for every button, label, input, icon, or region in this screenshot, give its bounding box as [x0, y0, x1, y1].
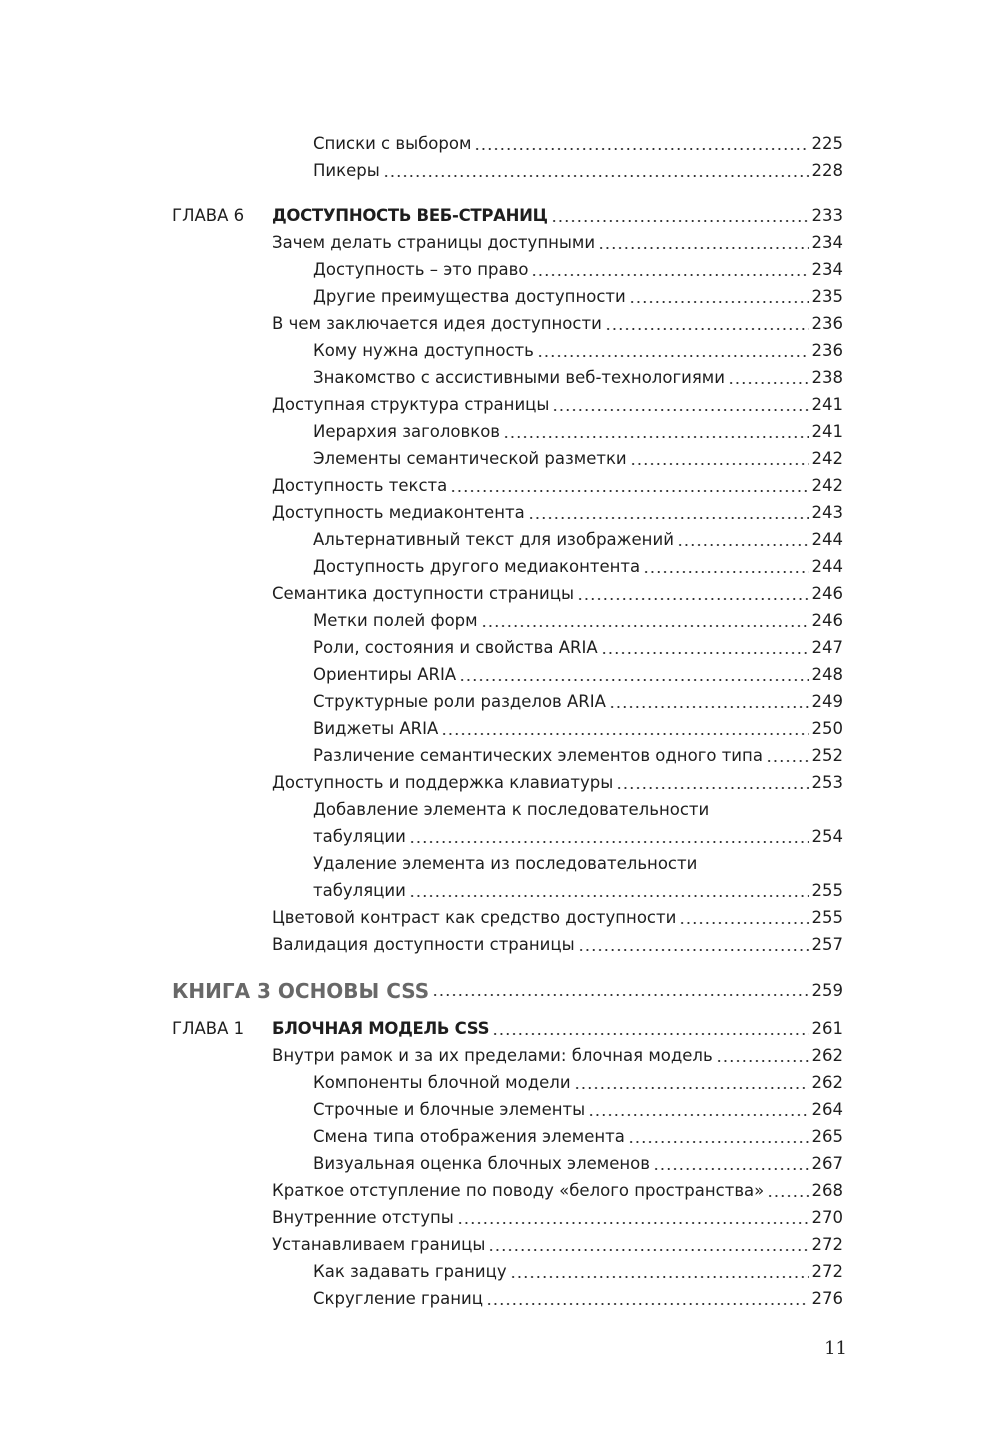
entry-title: Пикеры	[313, 161, 380, 180]
entry-page-number: 244	[811, 557, 843, 576]
dot-leader	[441, 715, 808, 742]
chapter-label: ГЛАВА 1	[172, 1019, 245, 1038]
dot-leader	[450, 472, 808, 499]
entry-page-number: 234	[811, 233, 843, 252]
toc-entry	[0, 823, 986, 850]
entry-title: Удаление элемента из последовательности	[313, 854, 698, 873]
toc-entry	[0, 877, 986, 904]
dot-leader	[481, 607, 809, 634]
toc-entry	[0, 769, 986, 796]
toc-entry	[0, 391, 986, 418]
entry-title: Краткое отступление по поводу «белого пространства»	[272, 1181, 765, 1200]
dot-leader	[728, 364, 809, 391]
entry-page-number: 242	[811, 476, 843, 495]
entry-title: Знакомство с ассистивными веб-технологиями	[313, 368, 725, 387]
toc-entry	[0, 499, 986, 526]
entry-page-number: 267	[811, 1154, 843, 1173]
entry-title: Цветовой контраст как средство доступности	[272, 908, 677, 927]
entry-page-number: 236	[811, 341, 843, 360]
dot-leader	[598, 229, 808, 256]
entry-title: Доступность медиаконтента	[272, 503, 525, 522]
dot-leader	[630, 445, 809, 472]
entry-page-number: 235	[811, 287, 843, 306]
entry-page-number: 272	[811, 1235, 843, 1254]
entry-page-number: 262	[811, 1073, 843, 1092]
entry-title: КНИГА 3 ОСНОВЫ CSS	[172, 979, 430, 1003]
dot-leader	[605, 310, 809, 337]
table-of-contents	[0, 130, 986, 1312]
entry-page-number: 270	[811, 1208, 843, 1227]
entry-title: Доступность и поддержка клавиатуры	[272, 773, 614, 792]
entry-page-number: 234	[811, 260, 843, 279]
entry-page-number: 257	[811, 935, 843, 954]
entry-title: Структурные роли разделов ARIA	[313, 692, 606, 711]
dot-leader	[492, 1015, 808, 1042]
entry-page-number: 253	[811, 773, 843, 792]
dot-leader	[503, 418, 808, 445]
toc-entry	[0, 1258, 986, 1285]
entry-title: Доступность – это право	[313, 260, 529, 279]
dot-leader	[537, 337, 809, 364]
dot-leader	[457, 1204, 809, 1231]
toc-entry	[0, 607, 986, 634]
entry-title: Как задавать границу	[313, 1262, 507, 1281]
entry-page-number: 259	[811, 981, 843, 1000]
entry-title: Доступная структура страницы	[272, 395, 550, 414]
toc-entry	[0, 1096, 986, 1123]
toc-entry	[0, 157, 986, 184]
toc-chapter-entry	[0, 1015, 986, 1042]
dot-leader	[679, 904, 808, 931]
entry-title: В чем заключается идея доступности	[272, 314, 602, 333]
entry-page-number: 264	[811, 1100, 843, 1119]
entry-title: Устанавливаем границы	[272, 1235, 486, 1254]
entry-page-number: 225	[811, 134, 843, 153]
entry-title: Метки полей форм	[313, 611, 478, 630]
dot-leader	[578, 931, 809, 958]
toc-entry	[0, 688, 986, 715]
toc-entry	[0, 796, 986, 823]
dot-leader	[616, 769, 808, 796]
entry-title: Альтернативный текст для изображений	[313, 530, 674, 549]
toc-entry	[0, 1285, 986, 1312]
entry-page-number: 255	[811, 908, 843, 927]
toc-entry	[0, 1042, 986, 1069]
toc-entry	[0, 1123, 986, 1150]
toc-entry	[0, 472, 986, 499]
entry-title: Строчные и блочные элементы	[313, 1100, 586, 1119]
dot-leader	[609, 688, 809, 715]
dot-leader	[551, 202, 809, 229]
entry-page-number: 246	[811, 611, 843, 630]
dot-leader	[459, 661, 808, 688]
toc-entry	[0, 1069, 986, 1096]
entry-title: ДОСТУПНОСТЬ ВЕБ-СТРАНИЦ	[272, 206, 548, 225]
toc-entry	[0, 229, 986, 256]
dot-leader	[552, 391, 808, 418]
toc-entry	[0, 337, 986, 364]
entry-page-number: 247	[811, 638, 843, 657]
toc-entry	[0, 850, 986, 877]
entry-page-number: 252	[811, 746, 843, 765]
dot-leader	[716, 1042, 809, 1069]
toc-entry	[0, 445, 986, 472]
entry-page-number: 238	[811, 368, 843, 387]
page-number: 11	[824, 1338, 847, 1359]
entry-page-number: 243	[811, 503, 843, 522]
toc-entry	[0, 661, 986, 688]
entry-title: Иерархия заголовков	[313, 422, 501, 441]
toc-entry	[0, 418, 986, 445]
entry-page-number: 241	[811, 395, 843, 414]
dot-leader	[601, 634, 809, 661]
chapter-label: ГЛАВА 6	[172, 206, 245, 225]
entry-title: Роли, состояния и свойства ARIA	[313, 638, 598, 657]
dot-leader	[766, 742, 809, 769]
entry-title: Списки с выбором	[313, 134, 472, 153]
entry-page-number: 254	[811, 827, 843, 846]
toc-entry	[0, 580, 986, 607]
entry-page-number: 236	[811, 314, 843, 333]
entry-page-number: 241	[811, 422, 843, 441]
entry-page-number: 250	[811, 719, 843, 738]
entry-title: Компоненты блочной модели	[313, 1073, 571, 1092]
toc-entry	[0, 553, 986, 580]
toc-entry	[0, 1177, 986, 1204]
entry-title: Различение семантических элементов одного типа	[313, 746, 763, 765]
dot-leader	[531, 256, 808, 283]
toc-entry	[0, 715, 986, 742]
dot-leader	[474, 130, 808, 157]
entry-title: Виджеты ARIA	[313, 719, 439, 738]
toc-entry	[0, 1150, 986, 1177]
entry-title: БЛОЧНАЯ МОДЕЛЬ CSS	[272, 1019, 490, 1038]
toc-chapter-entry	[0, 202, 986, 229]
entry-page-number: 272	[811, 1262, 843, 1281]
toc-entry	[0, 634, 986, 661]
toc-entry	[0, 256, 986, 283]
toc-entry	[0, 526, 986, 553]
dot-leader	[767, 1177, 808, 1204]
toc-entry	[0, 364, 986, 391]
dot-leader	[643, 553, 808, 580]
toc-entry	[0, 283, 986, 310]
toc-entry	[0, 310, 986, 337]
toc-entry	[0, 1231, 986, 1258]
dot-leader	[528, 499, 809, 526]
toc-entry	[0, 1204, 986, 1231]
entry-page-number: 246	[811, 584, 843, 603]
toc-book-entry	[0, 976, 986, 1006]
entry-title: Смена типа отображения элемента	[313, 1127, 625, 1146]
dot-leader	[577, 580, 809, 607]
entry-page-number: 261	[811, 1019, 843, 1038]
entry-title: Элементы семантической разметки	[313, 449, 627, 468]
dot-leader	[628, 1123, 809, 1150]
entry-title: Визуальная оценка блочных элеменов	[313, 1154, 650, 1173]
entry-page-number: 262	[811, 1046, 843, 1065]
entry-title: табуляции	[313, 881, 406, 900]
entry-page-number: 228	[811, 161, 843, 180]
dot-leader	[510, 1258, 809, 1285]
dot-leader	[574, 1069, 809, 1096]
entry-title: Доступность текста	[272, 476, 448, 495]
entry-page-number: 268	[811, 1181, 843, 1200]
entry-page-number: 233	[811, 206, 843, 225]
dot-leader	[629, 283, 809, 310]
dot-leader	[409, 823, 809, 850]
entry-page-number: 265	[811, 1127, 843, 1146]
dot-leader	[653, 1150, 809, 1177]
entry-title: Ориентиры ARIA	[313, 665, 457, 684]
entry-title: Семантика доступности страницы	[272, 584, 574, 603]
dot-leader	[588, 1096, 808, 1123]
entry-page-number: 276	[811, 1289, 843, 1308]
entry-title: Кому нужна доступность	[313, 341, 534, 360]
dot-leader	[432, 976, 808, 1003]
entry-title: Скругление границ	[313, 1289, 483, 1308]
dot-leader	[409, 877, 809, 904]
entry-title: Другие преимущества доступности	[313, 287, 626, 306]
entry-title: Валидация доступности страницы	[272, 935, 575, 954]
dot-leader	[486, 1285, 809, 1312]
entry-page-number: 244	[811, 530, 843, 549]
entry-title: Доступность другого медиаконтента	[313, 557, 641, 576]
entry-title: Внутри рамок и за их пределами: блочная модель	[272, 1046, 713, 1065]
toc-entry	[0, 742, 986, 769]
entry-page-number: 249	[811, 692, 843, 711]
entry-page-number: 248	[811, 665, 843, 684]
dot-leader	[383, 157, 809, 184]
toc-entry	[0, 130, 986, 157]
toc-entry	[0, 931, 986, 958]
entry-title: табуляции	[313, 827, 406, 846]
entry-title: Зачем делать страницы доступными	[272, 233, 596, 252]
toc-entry	[0, 904, 986, 931]
entry-title: Добавление элемента к последовательности	[313, 800, 710, 819]
dot-leader	[488, 1231, 808, 1258]
entry-title: Внутренние отступы	[272, 1208, 454, 1227]
entry-page-number: 255	[811, 881, 843, 900]
entry-page-number: 242	[811, 449, 843, 468]
dot-leader	[677, 526, 809, 553]
